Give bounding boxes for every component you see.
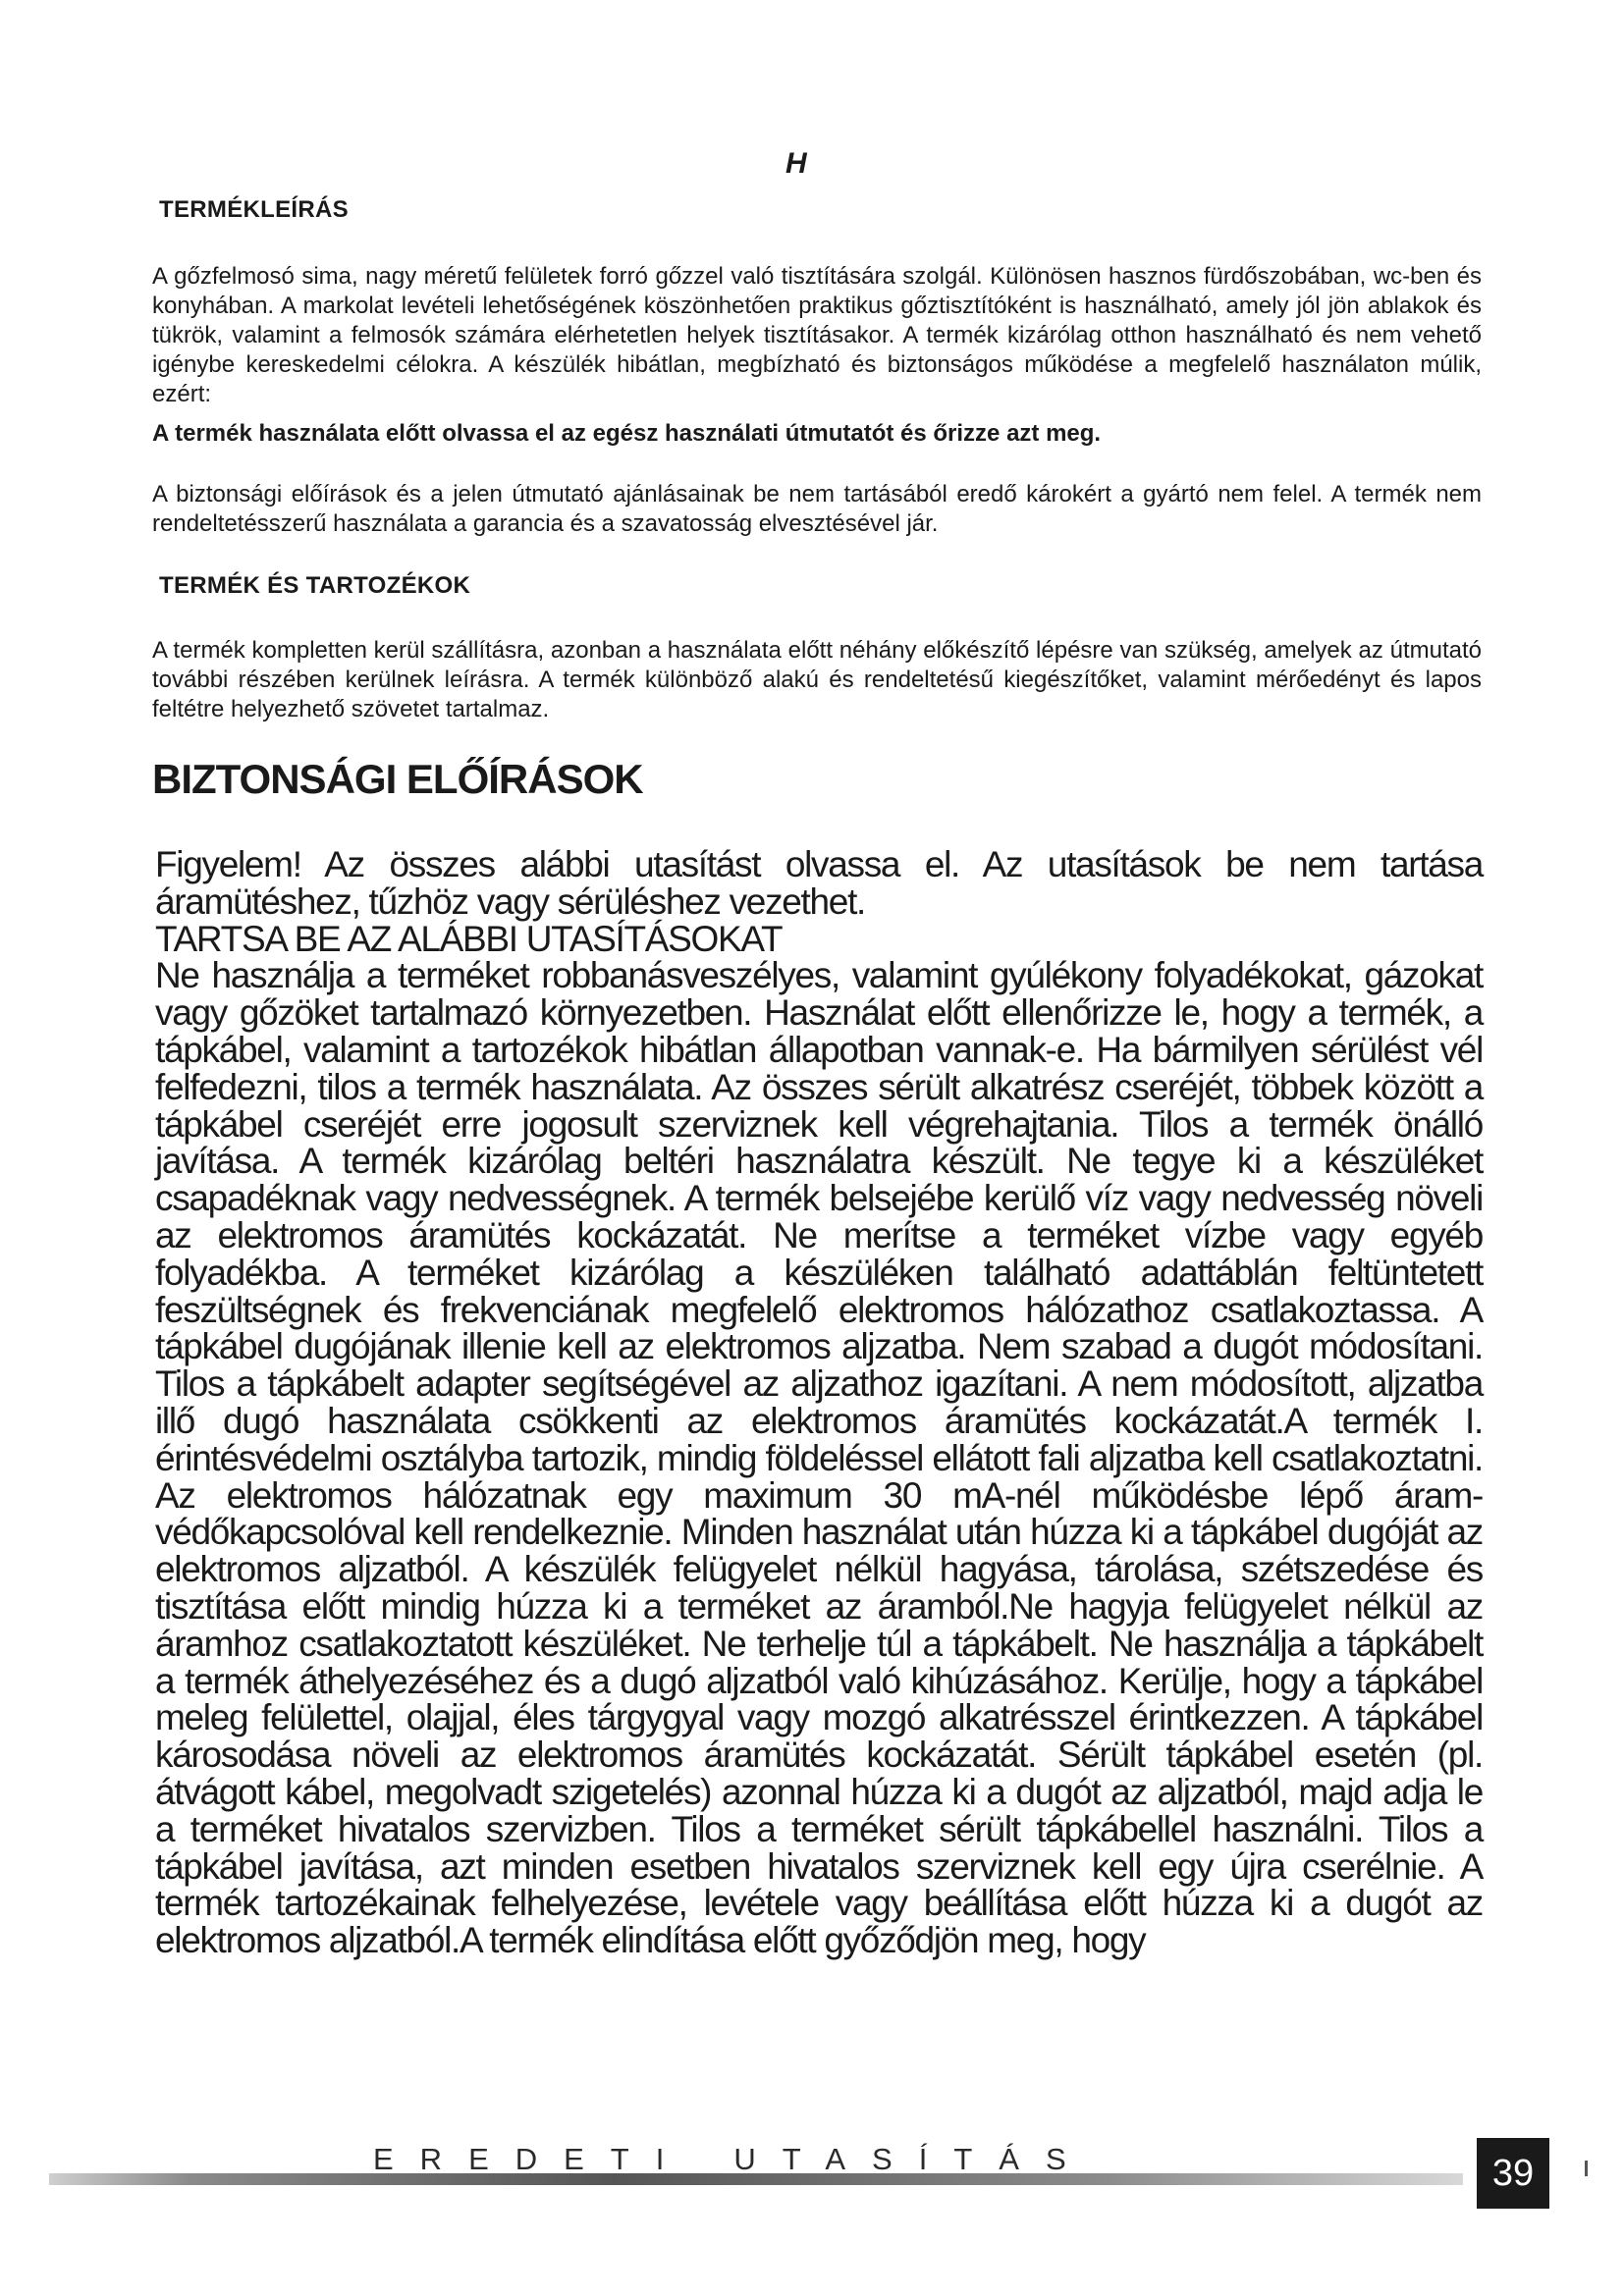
accessories-text: A termék kompletten kerül szállításra, azonban a használata előtt néhány előkészítő lépésre van szükség, amelyek az útmutató további részében kerülnek leírásra. A termék különböző alakú és rendeltetésű kiegészítőket, valamint mérőedényt és lapos feltétre helyezhető szövetet tartalmaz.	[152, 637, 1482, 722]
read-instructions-notice: A termék használata előtt olvassa el az egész használati útmutatót és őrizze azt meg.	[152, 420, 1102, 447]
language-marker: H	[785, 147, 807, 180]
accessories-heading: TERMÉK ÉS TARTOZÉKOK	[159, 572, 471, 599]
product-description-heading: TERMÉKLEÍRÁS	[159, 196, 349, 223]
safety-section-body	[155, 846, 1483, 1959]
product-description-text: A gőzfelmosó sima, nagy méretű felületek forró gőzzel való tisztítására szolgál. Különösen hasznos fürdőszobában, wc-ben és konyhában. A markolat levételi lehetőségének köszönhetően praktikus gőztisztítóként is használható, amely jól jön ablakok és tükrök, valamint a felmosók számára elérhetetlen helyek tisztításakor. A termék kizárólag otthon használható és nem vehető igénybe kereskedelmi célokra. A készülék hibátlan, megbízható és biztonságos működése a megfelelő használaton múlik, ezért:	[152, 263, 1482, 407]
safety-keep-instructions: TARTSA BE AZ ALÁBBI UTASÍTÁSOKAT	[155, 918, 783, 959]
safety-warning: Figyelem! Az összes alábbi utasítást olvassa el. Az utasítások be nem tartása áramütéshez, tűzhöz vagy sérüléshez vezethet.	[155, 844, 1483, 922]
footer-word-original: EREDETI	[373, 2142, 691, 2176]
footer-word-instructions: UTASÍTÁS	[733, 2142, 1093, 2176]
footer-label	[373, 2142, 1136, 2177]
page-edge-mark	[1585, 2161, 1588, 2176]
page-number: 39	[1477, 2138, 1549, 2209]
safety-heading: BIZTONSÁGI ELŐÍRÁSOK	[152, 756, 643, 802]
liability-text: A biztonsági előírások és a jelen útmutató ajánlásainak be nem tartásából eredő károkért a gyártó nem felel. A termék nem rendeltetésszerű használata a garancia és a szavatosság elvesztésével jár.	[152, 481, 1482, 537]
safety-instructions-text: Ne használja a terméket robbanásveszélyes, valamint gyúlékony folyadékokat, gázokat vagy gőzöket tartalmazó környezetben. Használat előtt ellenőrizze le, hogy a termék, a tápkábel, valamint a tartozékok hibátlan állapotban vannak-e. Ha bármilyen sérülést vél felfedezni, tilos a termék használata. Az összes sérült alkatrész cseréjét, többek között a tápkábel cseréjét erre jogosult szerviznek kell végrehajtania. Tilos a termék önálló javítása. A termék kizárólag beltéri használatra készült. Ne tegye ki a készüléket csapadéknak vagy nedvességnek. A termék belsejébe kerülő víz vagy nedvesség növeli az elektromos áramütés kockázatát. Ne merítse a terméket vízbe vagy egyéb folyadékba. A terméket kizárólag a készüléken található adattáblán feltüntetett feszültségnek és frekvenciának megfelelő elektromos hálózathoz csatlakoztassa. A tápkábel dugójának illenie kell az elektromos aljzatba. Nem szabad a dugót módosítani. Tilos a tápkábelt adapter segítségével az aljzathoz igazítani. A nem módosított, aljzatba illő dugó használata csökkenti az elektromos áramütés kockázatát.A termék I. érintésvédelmi osztályba tartozik, mindig földeléssel ellátott fali aljzatba kell csatlakoztatni. Az elektromos hálózatnak egy maximum 30 mA-nél működésbe lépő áram-védőkapcsolóval kell rendelkeznie. Minden használat után húzza ki a tápkábel dugóját az elektromos aljzatból. A készülék felügyelet nélkül hagyása, tárolása, szétszedése és tisztítása előtt mindig húzza ki a terméket az áramból.Ne hagyja felügyelet nélkül az áramhoz csatlakoztatott készüléket. Ne terhelje túl a tápkábelt. Ne használja a tápkábelt a termék áthelyezéséhez és a dugó aljzatból való kihúzásához. Kerülje, hogy a tápkábel meleg felülettel, olajjal, éles tárgygyal vagy mozgó alkatrésszel érintkezzen. A tápkábel károsodása növeli az elektromos áramütés kockázatát. Sérült tápkábel esetén (pl. átvágott kábel, megolvadt szigetelés) azonnal húzza ki a dugót az aljzatból, majd adja le a terméket hivatalos szervizben. Tilos a terméket sérült tápkábellel használni. Tilos a tápkábel javítása, azt minden esetben hivatalos szerviznek kell egy újra cserélnie. A termék tartozékainak felhelyezése, levétele vagy beállítása előtt húzza ki a dugót az elektromos aljzatból.A termék elindítása előtt győződjön meg, hogy	[155, 955, 1483, 1961]
